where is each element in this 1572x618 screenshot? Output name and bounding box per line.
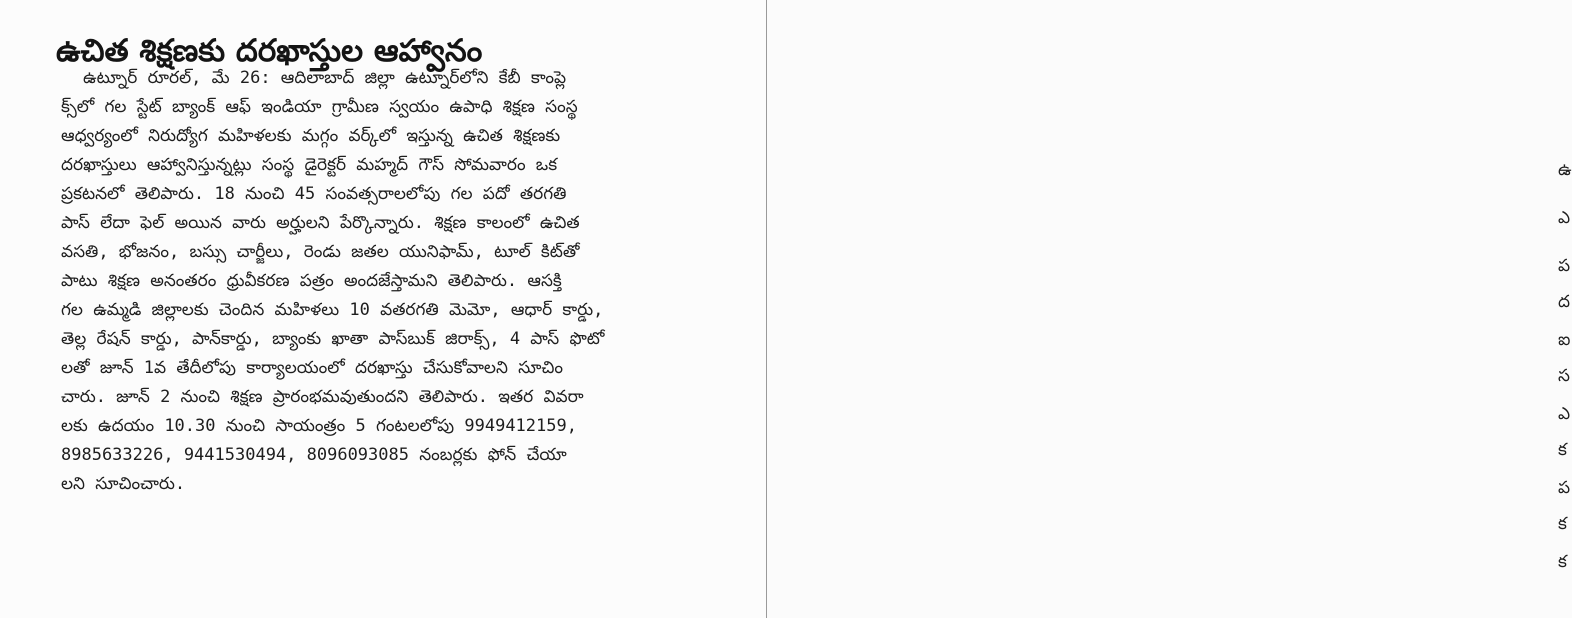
article-line: గల ఉమ్మడి జిల్లాలకు చెందిన మహిళలు 10 వతరగతి మెమో, ఆధార్ కార్డు, [61, 300, 604, 320]
article-body [61, 64, 751, 499]
adjacent-column-fragment: ద [1558, 292, 1571, 312]
article-line: క్స్‌లో గల స్టేట్ బ్యాంక్ ఆఫ్ ఇండియా గ్రామీణ స్వయం ఉపాధి శిక్షణ సంస్థ [61, 97, 578, 117]
adjacent-column-fragment: ప [1558, 256, 1571, 276]
adjacent-column-fragment: స [1558, 366, 1570, 386]
adjacent-column-fragment: క [1558, 552, 1567, 572]
adjacent-column-fragment: ప [1558, 478, 1571, 498]
adjacent-column-fragment: ఎ [1558, 404, 1571, 424]
article-line: లతో జూన్ 1వ తేదీలోపు కార్యాలయంలో దరఖాస్తు చేసుకోవాలని సూచిం [61, 358, 564, 378]
article-line: ఆధ్వర్యంలో నిరుద్యోగ మహిళలకు మగ్గం వర్క్‌లో ఇస్తున్న ఉచిత శిక్షణకు [61, 126, 561, 146]
column-divider [766, 0, 767, 618]
article-line: 8985633226, 9441530494, 8096093085 నంబర్లకు ఫోన్ చేయా [61, 445, 567, 465]
adjacent-column-fragment: ఉ [1558, 160, 1572, 180]
adjacent-column-fragment: ఐ [1558, 330, 1571, 350]
article-line: పాటు శిక్షణ అనంతరం ధ్రువీకరణ పత్రం అందజేస్తామని తెలిపారు. ఆసక్తి [61, 271, 562, 291]
article-line: వసతి, భోజనం, బస్సు చార్జీలు, రెండు జతల యునిఫామ్, టూల్ కిట్‌తో [61, 242, 580, 262]
article-line: లకు ఉదయం 10.30 నుంచి సాయంత్రం 5 గంటలలోపు 9949412159, [61, 416, 577, 436]
article-line: పాస్ లేదా ఫెల్ అయిన వారు అర్హులని పేర్కొన్నారు. శిక్షణ కాలంలో ఉచిత [61, 213, 580, 233]
article-line: ఉట్నూర్ రూరల్, మే 26: ఆదిలాబాద్ జిల్లా ఉట్నూర్‌లోని కేబీ కాంప్లె [83, 68, 567, 88]
adjacent-column-fragment: క [1558, 440, 1567, 460]
article-line: ప్రకటనలో తెలిపారు. 18 నుంచి 45 సంవత్సరాలలోపు గల పదో తరగతి [61, 184, 567, 204]
article-line: లని సూచించారు. [61, 474, 186, 494]
article-line: దరఖాస్తులు ఆహ్వానిస్తున్నట్లు సంస్థ డైరెక్టర్ మహ్మద్ గౌస్ సోమవారం ఒక [61, 155, 558, 175]
article-line: తెల్ల రేషన్ కార్డు, పాన్‌కార్డు, బ్యాంకు ఖాతా పాస్‌బుక్ జిరాక్స్, 4 పాస్ ఫొటో [61, 329, 605, 349]
article-line: చారు. జూన్ 2 నుంచి శిక్షణ ప్రారంభమవుతుందని తెలిపారు. ఇతర వివరా [61, 387, 584, 407]
adjacent-column [768, 0, 1572, 618]
article-clipping [0, 0, 766, 618]
adjacent-column-fragment: ఎ [1558, 208, 1571, 228]
adjacent-column-fragment: క [1558, 514, 1567, 534]
article-headline: ఉచిత శిక్షణకు దరఖాస్తుల ఆహ్వానం [56, 32, 483, 69]
